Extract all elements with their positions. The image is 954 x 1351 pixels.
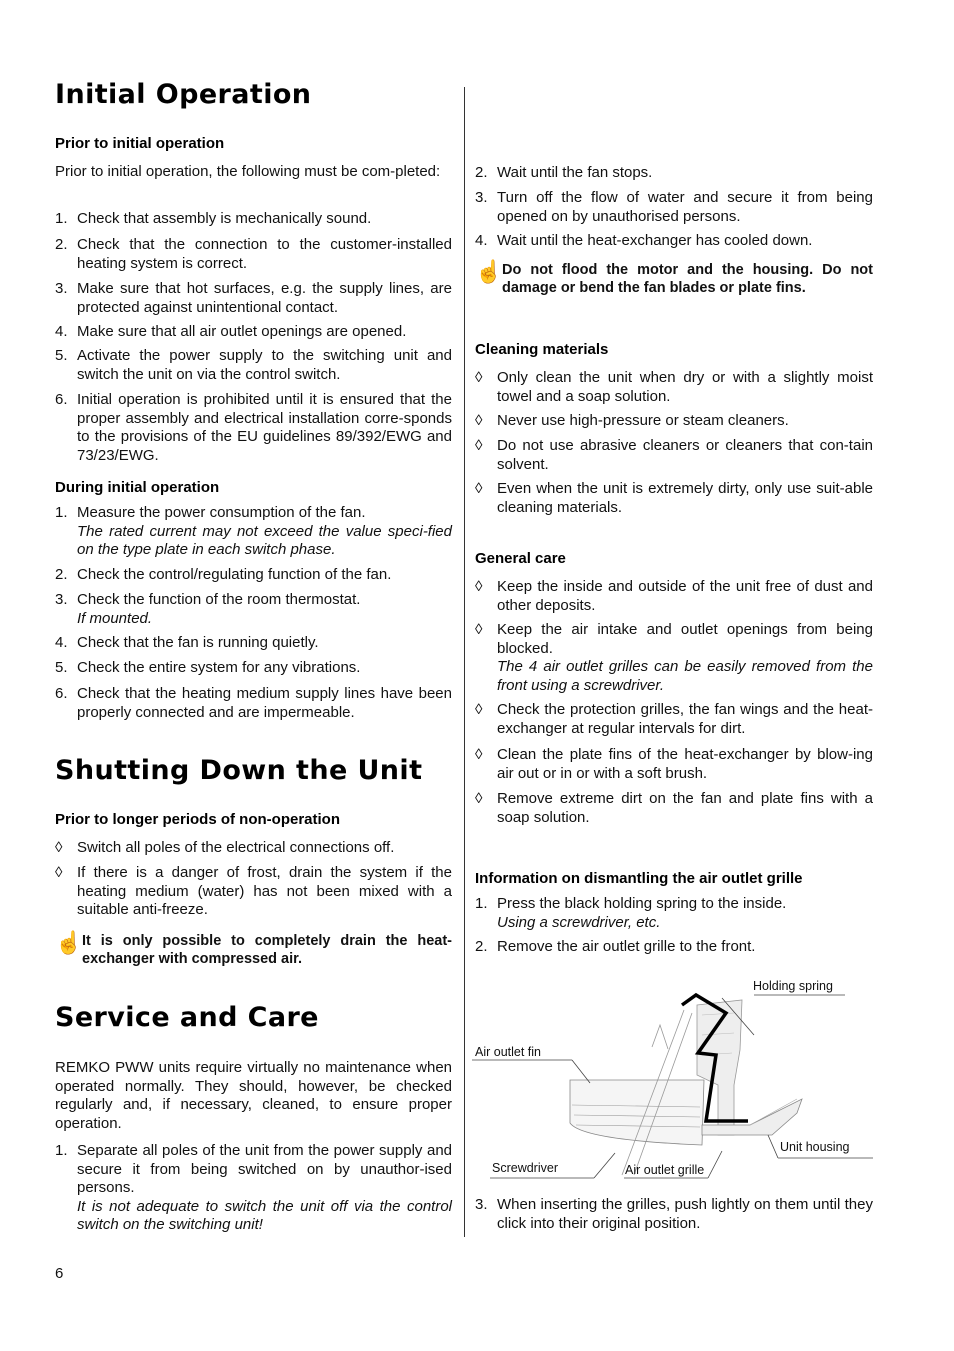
item-text: Activate the power supply to the switching unit and switch the unit on via the control switch. [77,347,452,383]
item-text: Check that the connection to the customer-installed heating system is correct. [77,236,452,272]
item-text: Turn off the flow of water and secure it from being opened on by unauthorised persons. [497,189,873,225]
item-text: Keep the air intake and outlet openings from being blocked. [497,621,873,657]
list-item [475,938,873,957]
item-number: 4. [55,634,68,651]
unit-housing-label: Unit housing [780,1140,850,1154]
list-item [55,210,452,229]
diamond-bullet-icon: ◊ [475,621,483,638]
drain-note [55,932,452,968]
list-item [55,864,452,920]
item-text: Only clean the unit when dry or with a slightly moist towel and a soap solution. [497,369,873,405]
general-care-heading: General care [475,550,566,567]
item-text: Check the function of the room thermostat. [77,591,361,608]
item-note: The 4 air outlet grilles can be easily removed from the front using a screwdriver. [497,658,873,694]
list-item [475,164,873,183]
list-item [55,591,452,628]
item-text: Clean the plate fins of the heat-exchanger by blow-ing air out or in or with a soft brush. [497,746,873,782]
diamond-bullet-icon: ◊ [475,437,483,454]
item-text: Check that the heating medium supply lines have been properly connected and are impermeable. [77,685,452,721]
item-number: 3. [475,189,488,206]
item-text: Make sure that hot surfaces, e.g. the supply lines, are protected against unintentional contact. [77,280,452,316]
list-item [475,746,873,783]
pointing-hand-icon: ☝ [55,930,83,955]
item-number: 2. [475,938,488,955]
item-text: Switch all poles of the electrical connections off. [77,839,395,856]
diamond-bullet-icon: ◊ [55,839,63,856]
item-number: 4. [55,323,68,340]
diamond-bullet-icon: ◊ [475,701,483,718]
list-item [475,232,873,251]
drain-note-text: It is only possible to completely drain the heat-exchanger with compressed air. [82,933,452,967]
list-item [475,895,873,932]
item-number: 1. [55,1142,68,1159]
list-item [55,839,452,858]
list-item [55,391,452,465]
motor-note [475,261,873,297]
list-item [55,1142,452,1235]
item-text: Press the black holding spring to the inside. [497,895,787,912]
item-text: Keep the inside and outside of the unit free of dust and other deposits. [497,578,873,614]
item-text: Remove the air outlet grille to the front. [497,938,756,955]
list-item [55,504,452,560]
list-item [55,323,452,342]
item-number: 4. [475,232,488,249]
list-item [55,659,452,678]
list-item [55,280,452,317]
item-number: 2. [55,566,68,583]
arrow-up-icon [652,1025,668,1049]
item-number: 2. [55,236,68,253]
list-item [55,634,452,653]
item-text: Initial operation is prohibited until it is ensured that the proper assembly and electrical installation corre-sponds to the provisions of the EU guidelines 89/392/EWG and 73/23/EWG. [77,391,452,464]
diamond-bullet-icon: ◊ [475,746,483,763]
item-number: 1. [55,210,68,227]
diamond-bullet-icon: ◊ [55,864,63,881]
air-outlet-fin-label: Air outlet fin [475,1045,542,1059]
list-item [55,236,452,273]
dismantling-heading: Information on dismantling the air outlet grille [475,870,803,887]
item-text: Check the protection grilles, the fan wings and the heat-exchanger at regular intervals for dirt. [497,701,873,737]
item-number: 2. [475,164,488,181]
list-item [475,412,873,431]
diamond-bullet-icon: ◊ [475,412,483,429]
item-number: 5. [55,347,68,364]
item-text: Never use high-pressure or steam cleaners. [497,412,789,429]
item-text: Wait until the fan stops. [497,164,653,181]
item-note: It is not adequate to switch the unit off via the control switch on the switching unit! [77,1197,452,1233]
column-divider [464,87,465,1237]
item-text: Check that assembly is mechanically sound. [77,210,372,227]
prior-heading: Prior to initial operation [55,135,225,152]
item-text: Check the control/regulating function of the fan. [77,566,392,583]
page-number: 6 [55,1265,64,1282]
diamond-bullet-icon: ◊ [475,578,483,595]
motor-note-text: Do not flood the motor and the housing. Do not damage or bend the fan blades or plate fins. [502,262,873,296]
list-item [475,480,873,517]
item-number: 1. [475,895,488,912]
screwdriver-label: Screwdriver [492,1161,558,1175]
item-text: Make sure that all air outlet openings are opened. [77,323,407,340]
non-operation-heading: Prior to longer periods of non-operation [55,811,340,828]
list-item [55,566,452,585]
during-heading: During initial operation [55,479,220,496]
service-intro: REMKO PWW units require virtually no maintenance when operated normally. They should, however, be checked regularly and, if necessary, cleaned, to ensure proper operation. [55,1059,452,1132]
item-number: 3. [55,591,68,608]
item-text: Remove extreme dirt on the fan and plate fins with a soap solution. [497,790,873,826]
prior-intro: Prior to initial operation, the following must be com-pleted: [55,163,441,180]
item-text: Measure the power consumption of the fan. [77,504,366,521]
diamond-bullet-icon: ◊ [475,369,483,386]
diamond-bullet-icon: ◊ [475,790,483,807]
service-care-title: Service and Care [55,1002,319,1033]
list-item [475,189,873,226]
item-number: 1. [55,504,68,521]
item-text: Check that the fan is running quietly. [77,634,319,651]
item-number: 6. [55,685,68,702]
item-number: 3. [55,280,68,297]
list-item [55,347,452,384]
list-item [475,437,873,474]
diamond-bullet-icon: ◊ [475,480,483,497]
list-item [475,578,873,615]
list-item [475,1196,873,1233]
grille-diagram [472,975,876,1185]
item-text: If there is a danger of frost, drain the system if the heating medium (water) has not been mixed with a suitable anti-freeze. [77,864,452,918]
air-outlet-grille-label: Air outlet grille [625,1163,705,1177]
item-text: Even when the unit is extremely dirty, only use suit-able cleaning materials. [497,480,873,516]
item-number: 3. [475,1196,488,1213]
holding-spring-label: Holding spring [753,979,833,993]
pointing-hand-icon: ☝ [475,259,503,284]
item-note: If mounted. [77,609,153,627]
list-item [55,685,452,722]
item-text: Wait until the heat-exchanger has cooled down. [497,232,813,249]
cleaning-heading: Cleaning materials [475,341,609,358]
item-number: 5. [55,659,68,676]
item-text: When inserting the grilles, push lightly on them until they click into their original position. [497,1196,873,1232]
list-item [475,701,873,738]
list-item [475,369,873,406]
item-text: Separate all poles of the unit from the power supply and secure it from being switched on by unauthor-ised persons. [77,1142,452,1196]
list-item [475,621,873,695]
item-number: 6. [55,391,68,408]
item-note: Using a screwdriver, etc. [497,913,661,931]
item-note: The rated current may not exceed the value speci-fied on the type plate in each switch phase. [77,522,452,558]
item-text: Check the entire system for any vibrations. [77,659,361,676]
initial-operation-title: Initial Operation [55,79,312,110]
list-item [475,790,873,827]
shutting-down-title: Shutting Down the Unit [55,755,423,786]
item-text: Do not use abrasive cleaners or cleaners that con-tain solvent. [497,437,873,473]
